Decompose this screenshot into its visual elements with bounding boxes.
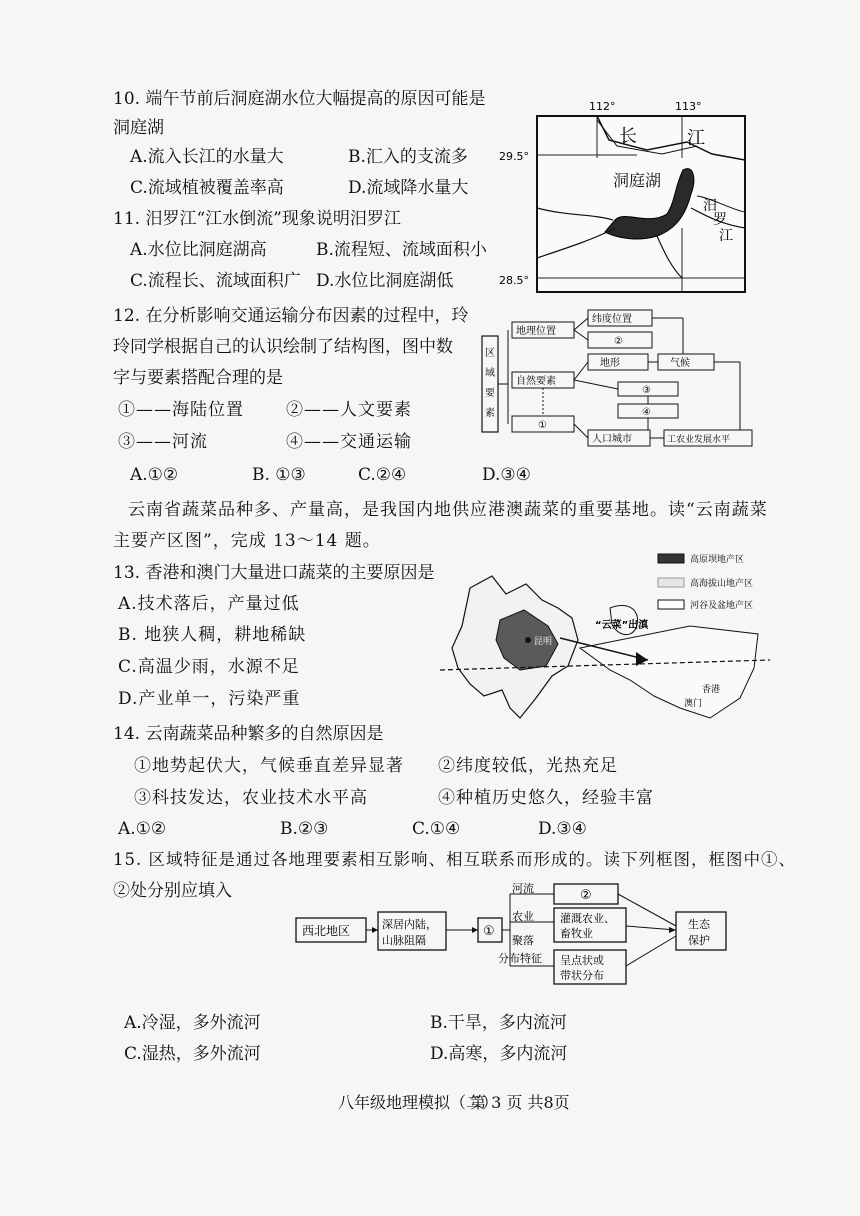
- eco-line1: 生态: [688, 918, 710, 931]
- label-chang: 长: [619, 126, 637, 147]
- q15-option-c: C.湿热，多外流河: [124, 1044, 261, 1064]
- connector: [574, 362, 588, 380]
- side-label-2: 域: [485, 368, 495, 379]
- legend-plateau: 高原坝地产区: [690, 555, 745, 565]
- industry-label: 工农业发展水平: [667, 435, 731, 445]
- dist-line1: 呈点状或: [560, 954, 604, 967]
- q15-option-d: D.高寒，多内流河: [430, 1044, 568, 1064]
- footer-title: 八年级地理模拟（二）: [338, 1093, 499, 1112]
- q10-option-a: A.流入长江的水量大: [130, 147, 284, 167]
- legend-valley: 河谷及盆地产区: [690, 601, 754, 611]
- q15-option-b: B.干旱，多内流河: [430, 1013, 567, 1033]
- q12-pair-2: ②——人文要素: [286, 400, 412, 420]
- side-label-1: 区: [485, 348, 495, 359]
- q10-option-d: D.流域降水量大: [348, 178, 469, 198]
- kunming-dot: [525, 637, 531, 643]
- q15-stem-line2: ②处分别应填入: [113, 881, 232, 901]
- connector: [574, 318, 588, 330]
- legend-swatch-valley: [658, 600, 684, 609]
- cause-line2: 山脉阻隔: [382, 934, 426, 947]
- hongkong-label: 香港: [702, 685, 721, 695]
- q10-stem-line1: 10. 端午节前后洞庭湖水位大幅提高的原因可能是: [113, 89, 486, 109]
- terrain-label: 地形: [600, 358, 620, 369]
- dist-line2: 带状分布: [560, 969, 604, 982]
- q15-option-a: A.冷湿，多外流河: [124, 1013, 261, 1033]
- tag-river: 河流: [512, 882, 534, 895]
- q12-stem-line1: 12. 在分析影响交通运输分布因素的过程中，玲: [113, 306, 469, 326]
- agri-line1: 灌溉农业、: [560, 912, 615, 925]
- natural-elements-label: 自然要素: [516, 376, 556, 387]
- label-mi: 汨: [703, 198, 717, 214]
- q14-stem: 14. 云南蔬菜品种繁多的自然原因是: [113, 724, 384, 744]
- q14-option-d: D.③④: [538, 819, 587, 839]
- q11-option-b: B.流程短、流域面积小: [316, 240, 487, 260]
- q10-option-b: B.汇入的支流多: [348, 147, 468, 167]
- tag-dist: 分布特征: [498, 952, 542, 965]
- label-luo: 罗: [713, 212, 727, 228]
- lon-label-112: 112°: [589, 100, 616, 113]
- label-jiang-2: 江: [719, 228, 733, 244]
- q12-pair-1: ①——海陆位置: [118, 400, 244, 420]
- connector: [626, 936, 676, 966]
- q14-item-1: ①地势起伏大，气候垂直差异显著: [134, 756, 404, 776]
- q14-item-3: ③科技发达，农业技术水平高: [134, 788, 368, 808]
- transport-factor-diagram: [478, 306, 760, 456]
- tag-settle: 聚落: [512, 934, 534, 947]
- q13-option-d: D.产业单一，污染严重: [118, 689, 301, 709]
- label-dongting: 洞庭湖: [613, 171, 662, 190]
- q14-option-b: B.②③: [280, 819, 329, 839]
- q13-stem: 13. 香港和澳门大量进口蔬菜的主要原因是: [113, 563, 435, 583]
- arrow-label: “云菜”出滇: [595, 620, 649, 631]
- q12-option-d: D.③④: [482, 465, 531, 485]
- q14-option-a: A.①②: [118, 819, 167, 839]
- lat-label-28-5: 28.5°: [499, 274, 529, 287]
- q11-option-d: D.水位比洞庭湖低: [316, 271, 454, 291]
- pop-city-label: 人口城市: [592, 434, 632, 445]
- climate-label: 气候: [670, 358, 690, 369]
- connector: [574, 424, 588, 438]
- dongting-lake-map: [497, 98, 757, 298]
- box-2-label: ②: [614, 336, 623, 347]
- northwest-region-diagram: [292, 882, 732, 992]
- q10-option-c: C.流域植被覆盖率高: [130, 178, 284, 198]
- kunming-label: 昆明: [534, 637, 553, 647]
- cause-line1: 深居内陆，: [382, 918, 437, 931]
- side-label-4: 素: [485, 408, 495, 419]
- agri-line2: 畜牧业: [560, 927, 593, 940]
- box-4-label: ④: [642, 407, 651, 418]
- intro-line2: 主要产区图”，完成 13～14 题。: [113, 531, 381, 551]
- q13-option-a: A.技术落后，产量过低: [118, 594, 300, 614]
- lat-label-29-5: 29.5°: [499, 150, 529, 163]
- side-label-3: 要: [485, 388, 495, 399]
- yunnan-vegetable-map: [440, 548, 770, 738]
- arrow-head: [669, 927, 676, 933]
- q12-option-c: C.②④: [358, 465, 407, 485]
- connector: [618, 894, 676, 926]
- q15-stem-line1: 15. 区域特征是通过各地理要素相互影响、相互联系而形成的。读下列框图，框图中①、: [113, 850, 796, 869]
- q12-option-b: B. ①③: [252, 465, 306, 485]
- q11-option-c: C.流程长、流域面积广: [130, 271, 301, 291]
- label-jiang: 江: [687, 128, 705, 149]
- footer-page: 第 3 页 共8页: [470, 1093, 570, 1112]
- q12-pair-4: ④——交通运输: [286, 432, 412, 452]
- connector: [574, 330, 588, 340]
- q13-option-b: B. 地狭人稠，耕地稀缺: [118, 625, 307, 645]
- region-label: 西北地区: [302, 924, 351, 938]
- q14-item-4: ④种植历史悠久，经验丰富: [438, 788, 654, 808]
- q12-pair-3: ③——河流: [118, 432, 208, 452]
- lon-label-113: 113°: [675, 100, 702, 113]
- eco-line2: 保护: [688, 934, 710, 947]
- q12-option-a: A.①②: [130, 465, 179, 485]
- latitude-label: 纬度位置: [592, 314, 632, 325]
- legend-mountain: 高海拔山地产区: [690, 579, 754, 589]
- box-3-label: ③: [642, 385, 651, 396]
- q11-stem: 11. 汨罗江“江水倒流”现象说明汨罗江: [113, 209, 401, 229]
- arrow-head: [372, 927, 378, 933]
- connector: [626, 926, 676, 930]
- guangdong-guangxi-outline: [580, 626, 758, 718]
- q14-option-c: C.①④: [412, 819, 461, 839]
- connector: [574, 380, 618, 389]
- legend-swatch-plateau: [658, 554, 684, 563]
- q13-option-c: C.高温少雨，水源不足: [118, 657, 300, 677]
- q14-item-2: ②纬度较低，光热充足: [438, 756, 618, 776]
- q12-stem-line2: 玲同学根据自己的认识绘制了结构图，图中数: [113, 337, 453, 357]
- q12-stem-line3: 字与要素搭配合理的是: [113, 368, 283, 388]
- q11-option-a: A.水位比洞庭湖高: [130, 240, 267, 260]
- tag-agri: 农业: [512, 910, 534, 923]
- legend-swatch-mountain: [658, 578, 684, 587]
- box-1-label: ①: [483, 924, 495, 939]
- geo-position-label: 地理位置: [516, 326, 556, 337]
- box-2-label: ②: [580, 888, 592, 903]
- box-1-label: ①: [538, 420, 547, 431]
- arrow-head: [472, 927, 478, 933]
- q10-stem-line2: 洞庭湖: [113, 118, 164, 138]
- macao-label: 澳门: [684, 699, 703, 709]
- intro-line1: 云南省蔬菜品种多、产量高，是我国内地供应港澳蔬菜的重要基地。读“云南蔬菜: [128, 500, 768, 520]
